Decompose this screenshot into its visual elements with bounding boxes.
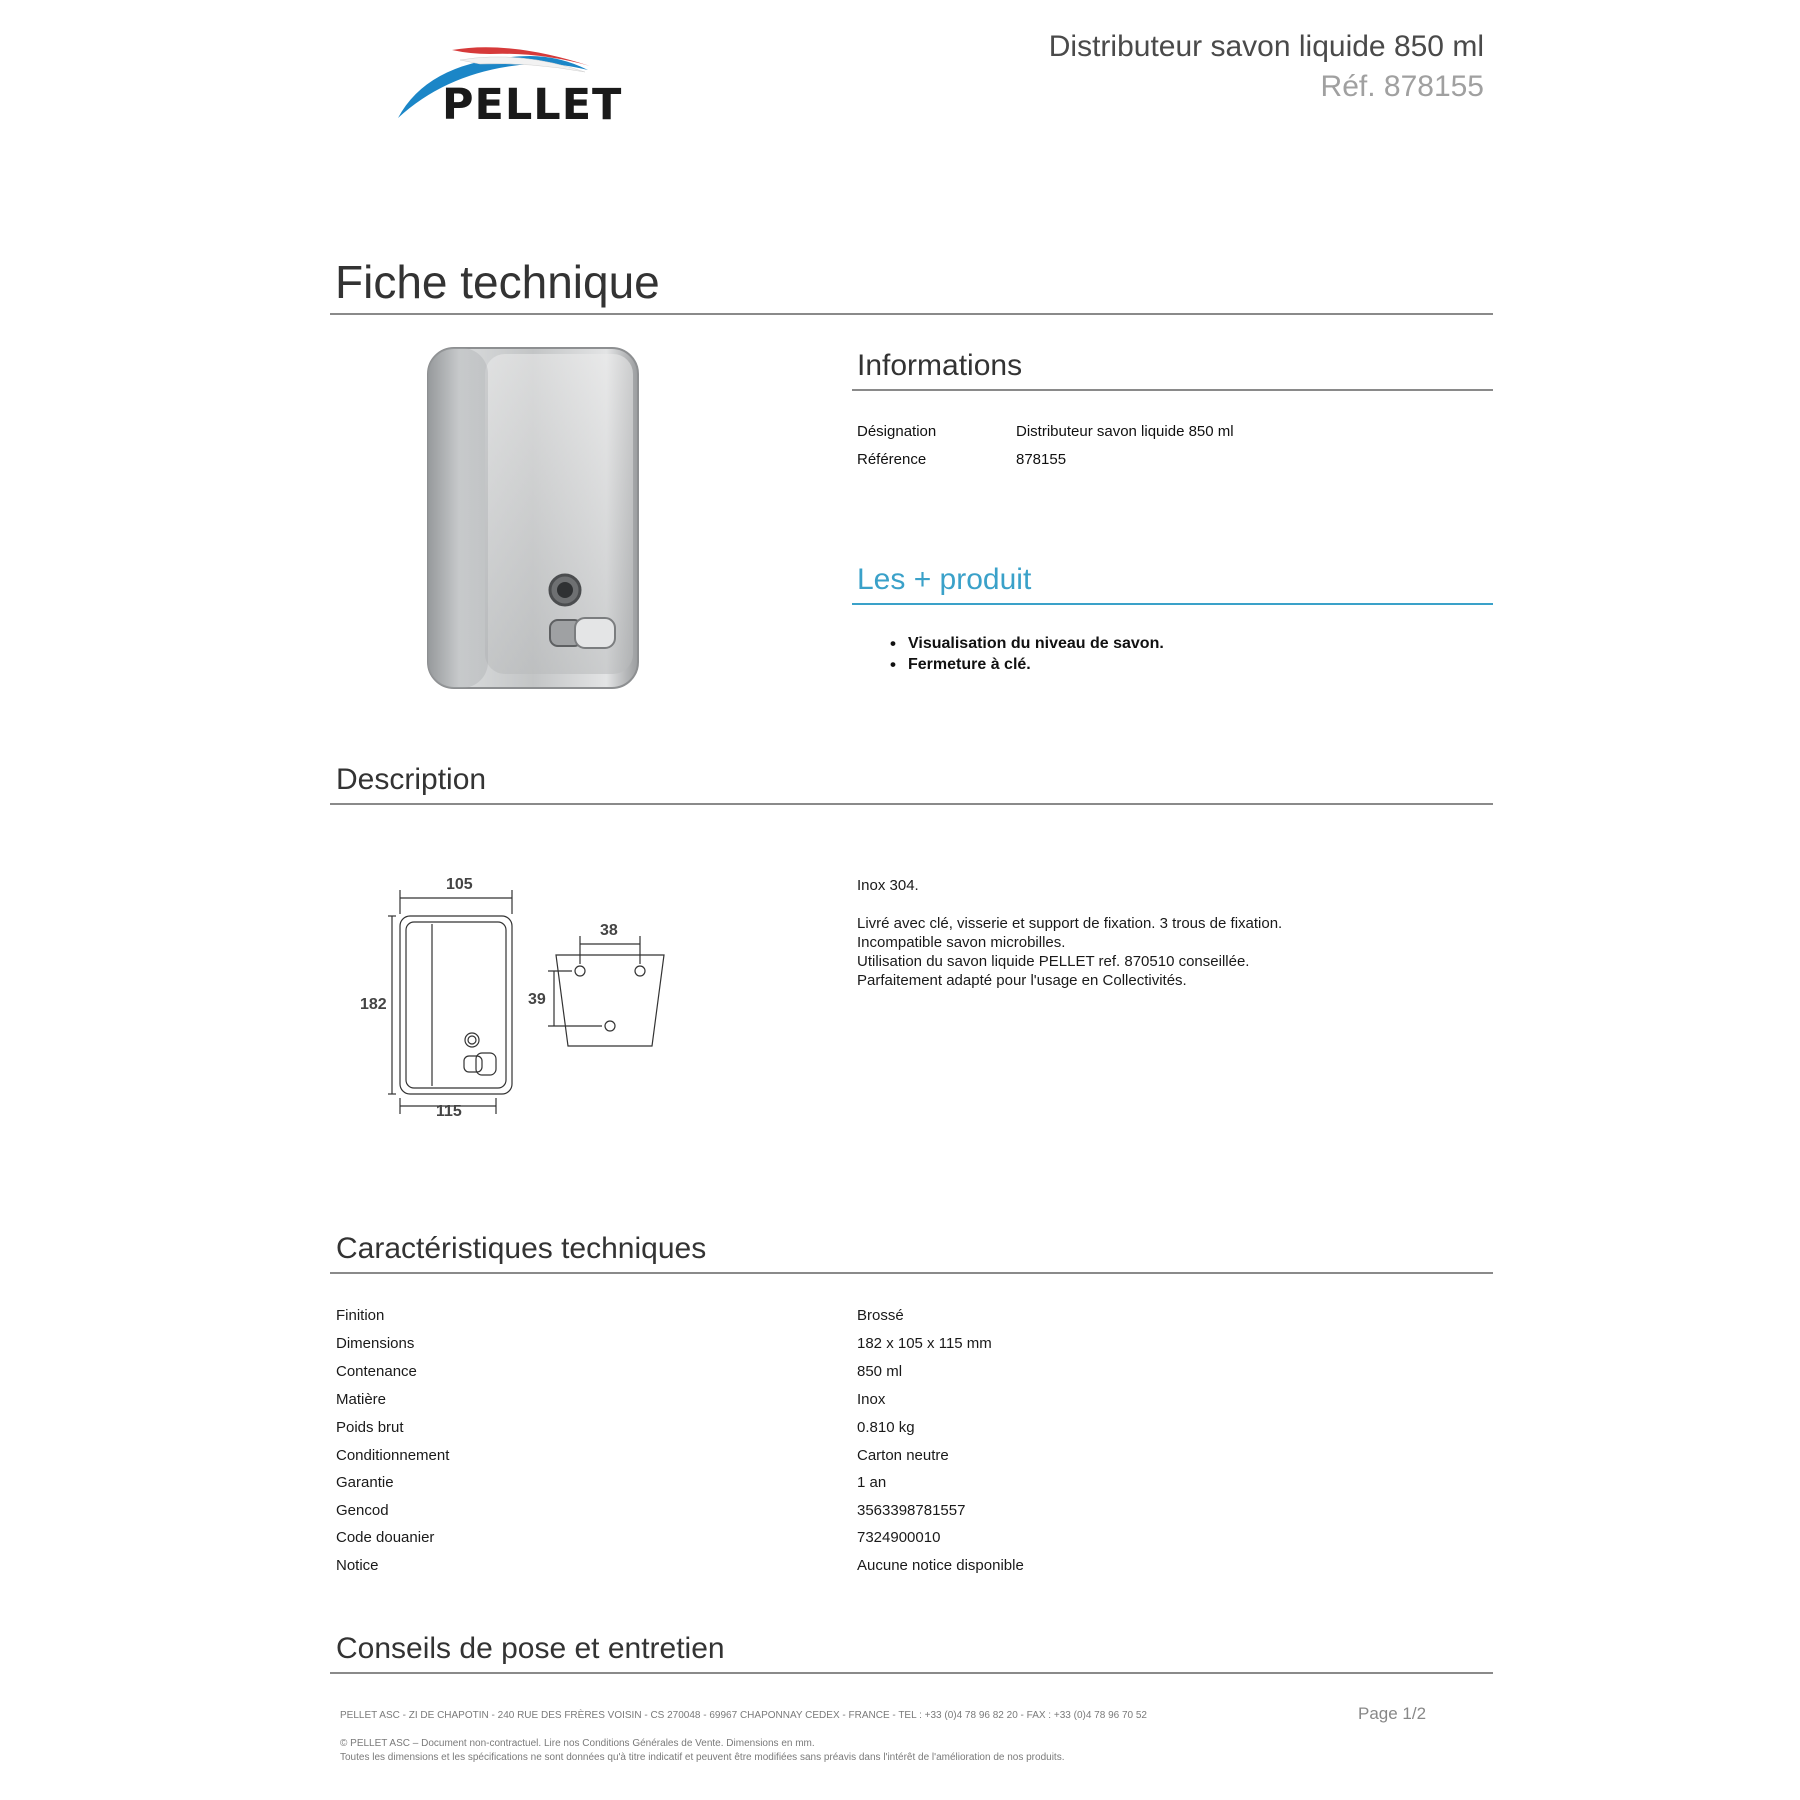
- spec-value: 850 ml: [857, 1363, 903, 1380]
- table-row: [0, 1419, 1200, 1439]
- description-line: Utilisation du savon liquide PELLET ref. 870510 conseillée.: [857, 953, 1250, 970]
- conseils-rule: [330, 1672, 1493, 1674]
- table-row: [0, 1335, 1200, 1355]
- spec-table: [0, 1307, 1800, 1587]
- table-row: [0, 1363, 1200, 1383]
- spec-value: 3563398781557: [857, 1502, 966, 1519]
- plus-produit-rule: [852, 603, 1493, 605]
- logo-text: PELLET: [442, 80, 623, 130]
- page-title-rule: [330, 313, 1493, 315]
- conseils-title: Conseils de pose et entretien: [336, 1632, 725, 1665]
- header-reference: Réf. 878155: [1320, 70, 1484, 103]
- caracteristiques-rule: [330, 1272, 1493, 1274]
- spec-value: Inox: [857, 1391, 886, 1408]
- spec-label: Code douanier: [336, 1529, 435, 1546]
- dimension-width-label: 105: [446, 876, 473, 893]
- table-row: [0, 1529, 1200, 1549]
- spec-label: Contenance: [336, 1363, 417, 1380]
- spec-value: Brossé: [857, 1307, 904, 1324]
- feature-item: • Visualisation du niveau de savon.: [890, 636, 1164, 652]
- pellet-logo: [390, 38, 640, 128]
- footer-address: PELLET ASC - ZI DE CHAPOTIN - 240 RUE DES FRÈRES VOISIN - CS 270048 - 69967 CHAPONNAY CEDEX - FRANCE - TEL : +33 (0)4 78 96 82 20 - FAX : +33 (0)4 78 96 70 52: [340, 1710, 1147, 1721]
- table-row: [0, 1502, 1200, 1522]
- plus-produit-title: Les + produit: [857, 563, 1032, 596]
- header-product-title: Distributeur savon liquide 850 ml: [1048, 30, 1484, 63]
- footer-disclaimer: Toutes les dimensions et les spécifications ne sont données qu'à titre indicatif et peuvent être modifiées sans préavis dans l'intérêt de l'amélioration de nos produits.: [340, 1752, 1065, 1763]
- spec-label: Finition: [336, 1307, 385, 1324]
- info-value-reference: 878155: [1016, 451, 1067, 468]
- spec-value: 7324900010: [857, 1529, 941, 1546]
- description-title: Description: [336, 763, 487, 796]
- spec-label: Dimensions: [336, 1335, 415, 1352]
- feature-item: • Fermeture à clé.: [890, 657, 1164, 673]
- description-line: Livré avec clé, visserie et support de fixation. 3 trous de fixation.: [857, 915, 1283, 932]
- page-number: Page 1/2: [1358, 1704, 1427, 1723]
- spec-label: Matière: [336, 1391, 387, 1408]
- informations-rule: [852, 389, 1493, 391]
- page-title: Fiche technique: [335, 256, 660, 308]
- table-row: [0, 1474, 1200, 1494]
- informations-title: Informations: [857, 349, 1023, 382]
- dimension-hole-height-label: 39: [528, 991, 546, 1008]
- spec-label: Garantie: [336, 1474, 394, 1491]
- dimension-height-label: 182: [360, 996, 387, 1013]
- feature-list: [890, 636, 1164, 678]
- dimension-drawing-lines: [352, 880, 682, 1120]
- spec-value: Carton neutre: [857, 1447, 949, 1464]
- description-line: [857, 895, 1282, 914]
- info-label-designation: Désignation: [857, 423, 937, 440]
- description-line: Incompatible savon microbilles.: [857, 934, 1066, 951]
- info-value-designation: Distributeur savon liquide 850 ml: [1016, 423, 1234, 440]
- table-row: [0, 1447, 1200, 1467]
- dimension-depth-label: 115: [436, 1103, 462, 1120]
- spec-label: Notice: [336, 1557, 379, 1574]
- dimension-hole-spacing-label: 38: [600, 922, 618, 939]
- spec-label: Poids brut: [336, 1419, 404, 1436]
- product-photo: [360, 340, 715, 698]
- caracteristiques-title: Caractéristiques techniques: [336, 1232, 707, 1265]
- spec-value: 1 an: [857, 1474, 887, 1491]
- spec-label: Gencod: [336, 1502, 389, 1519]
- spec-value: 182 x 105 x 115 mm: [857, 1335, 992, 1352]
- info-label-reference: Référence: [857, 451, 927, 468]
- spec-label: Conditionnement: [336, 1447, 450, 1464]
- table-row: [0, 1307, 1200, 1327]
- description-line: Parfaitement adapté pour l'usage en Collectivités.: [857, 972, 1187, 989]
- table-row: [0, 1391, 1200, 1411]
- technical-drawing: [352, 876, 682, 1120]
- spec-value: Aucune notice disponible: [857, 1557, 1024, 1574]
- description-rule: [330, 803, 1493, 805]
- table-row: [0, 1557, 1200, 1577]
- footer-copyright: © PELLET ASC – Document non-contractuel. Lire nos Conditions Générales de Vente. Dimensions en mm.: [340, 1738, 815, 1749]
- description-text: [857, 876, 1282, 990]
- spec-value: 0.810 kg: [857, 1419, 915, 1436]
- description-line: Inox 304.: [857, 877, 919, 894]
